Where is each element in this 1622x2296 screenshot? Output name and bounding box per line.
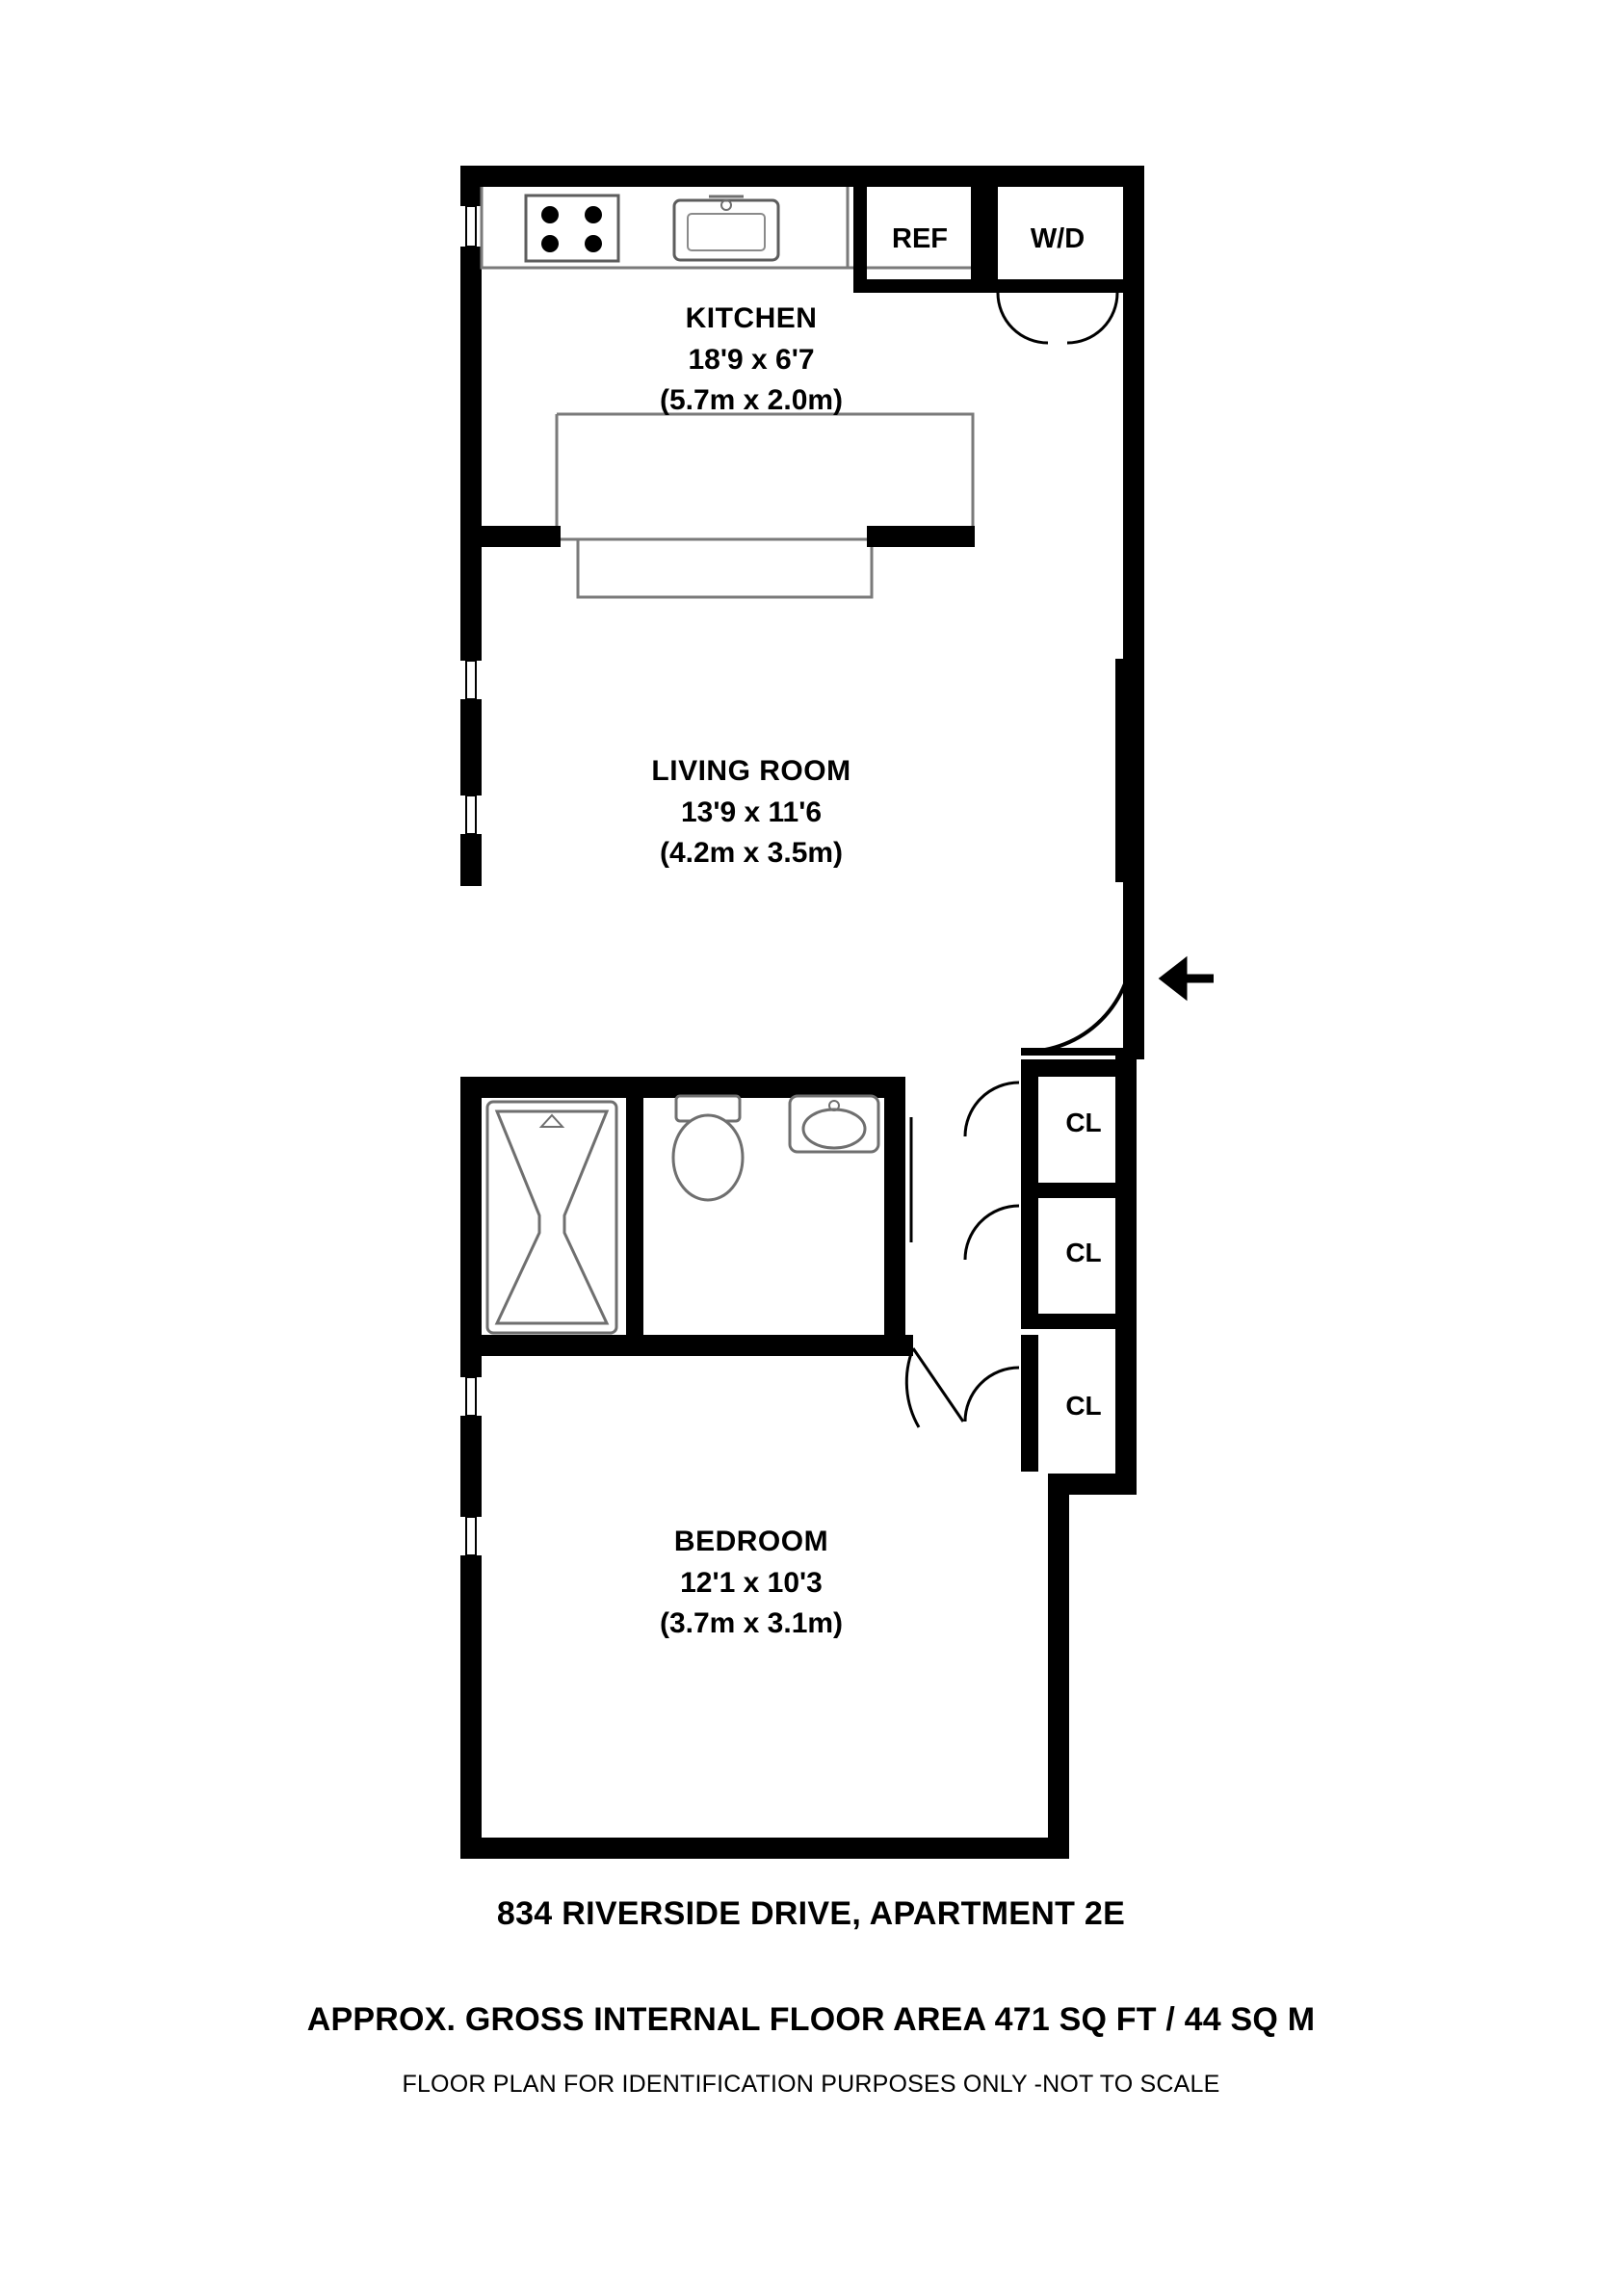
kitchen-dimensions-meters: (5.7m x 2.0m) bbox=[659, 384, 844, 417]
sink-icon bbox=[674, 196, 778, 260]
stove-icon bbox=[526, 196, 618, 261]
plan-address-caption: 834 RIVERSIDE DRIVE, APARTMENT 2E bbox=[496, 1895, 1126, 1932]
closet-label-3: CL bbox=[1065, 1391, 1102, 1421]
kitchen-dimensions-feet: 18'9 x 6'7 bbox=[688, 343, 815, 376]
bedroom-dimensions-meters: (3.7m x 3.1m) bbox=[659, 1607, 844, 1640]
toilet-icon bbox=[673, 1096, 743, 1200]
closet-label-1: CL bbox=[1065, 1108, 1102, 1137]
plan-area-caption: APPROX. GROSS INTERNAL FLOOR AREA 471 SQ FT / 44 SQ M bbox=[306, 2001, 1316, 2038]
kitchen-name: KITCHEN bbox=[685, 302, 818, 334]
room-label-living-room bbox=[520, 751, 982, 874]
room-label-bedroom bbox=[520, 1522, 982, 1645]
living-room-dimensions-feet: 13'9 x 11'6 bbox=[680, 796, 823, 828]
room-label-kitchen bbox=[520, 299, 982, 422]
entry-door-leaf bbox=[1021, 1048, 1125, 1056]
washer-dryer-label: W/D bbox=[1030, 223, 1086, 254]
refrigerator-label: REF bbox=[892, 223, 948, 254]
bathroom-sink-icon bbox=[790, 1096, 878, 1152]
bedroom-dimensions-feet: 12'1 x 10'3 bbox=[680, 1566, 823, 1599]
bathtub-icon bbox=[487, 1102, 616, 1333]
plan-disclaimer-note: FLOOR PLAN FOR IDENTIFICATION PURPOSES ONLY -NOT TO SCALE bbox=[402, 2071, 1220, 2098]
closet-label-2: CL bbox=[1065, 1238, 1102, 1267]
living-room-name: LIVING ROOM bbox=[651, 755, 851, 787]
living-room-dimensions-meters: (4.2m x 3.5m) bbox=[659, 837, 844, 870]
bedroom-name: BEDROOM bbox=[673, 1526, 829, 1557]
